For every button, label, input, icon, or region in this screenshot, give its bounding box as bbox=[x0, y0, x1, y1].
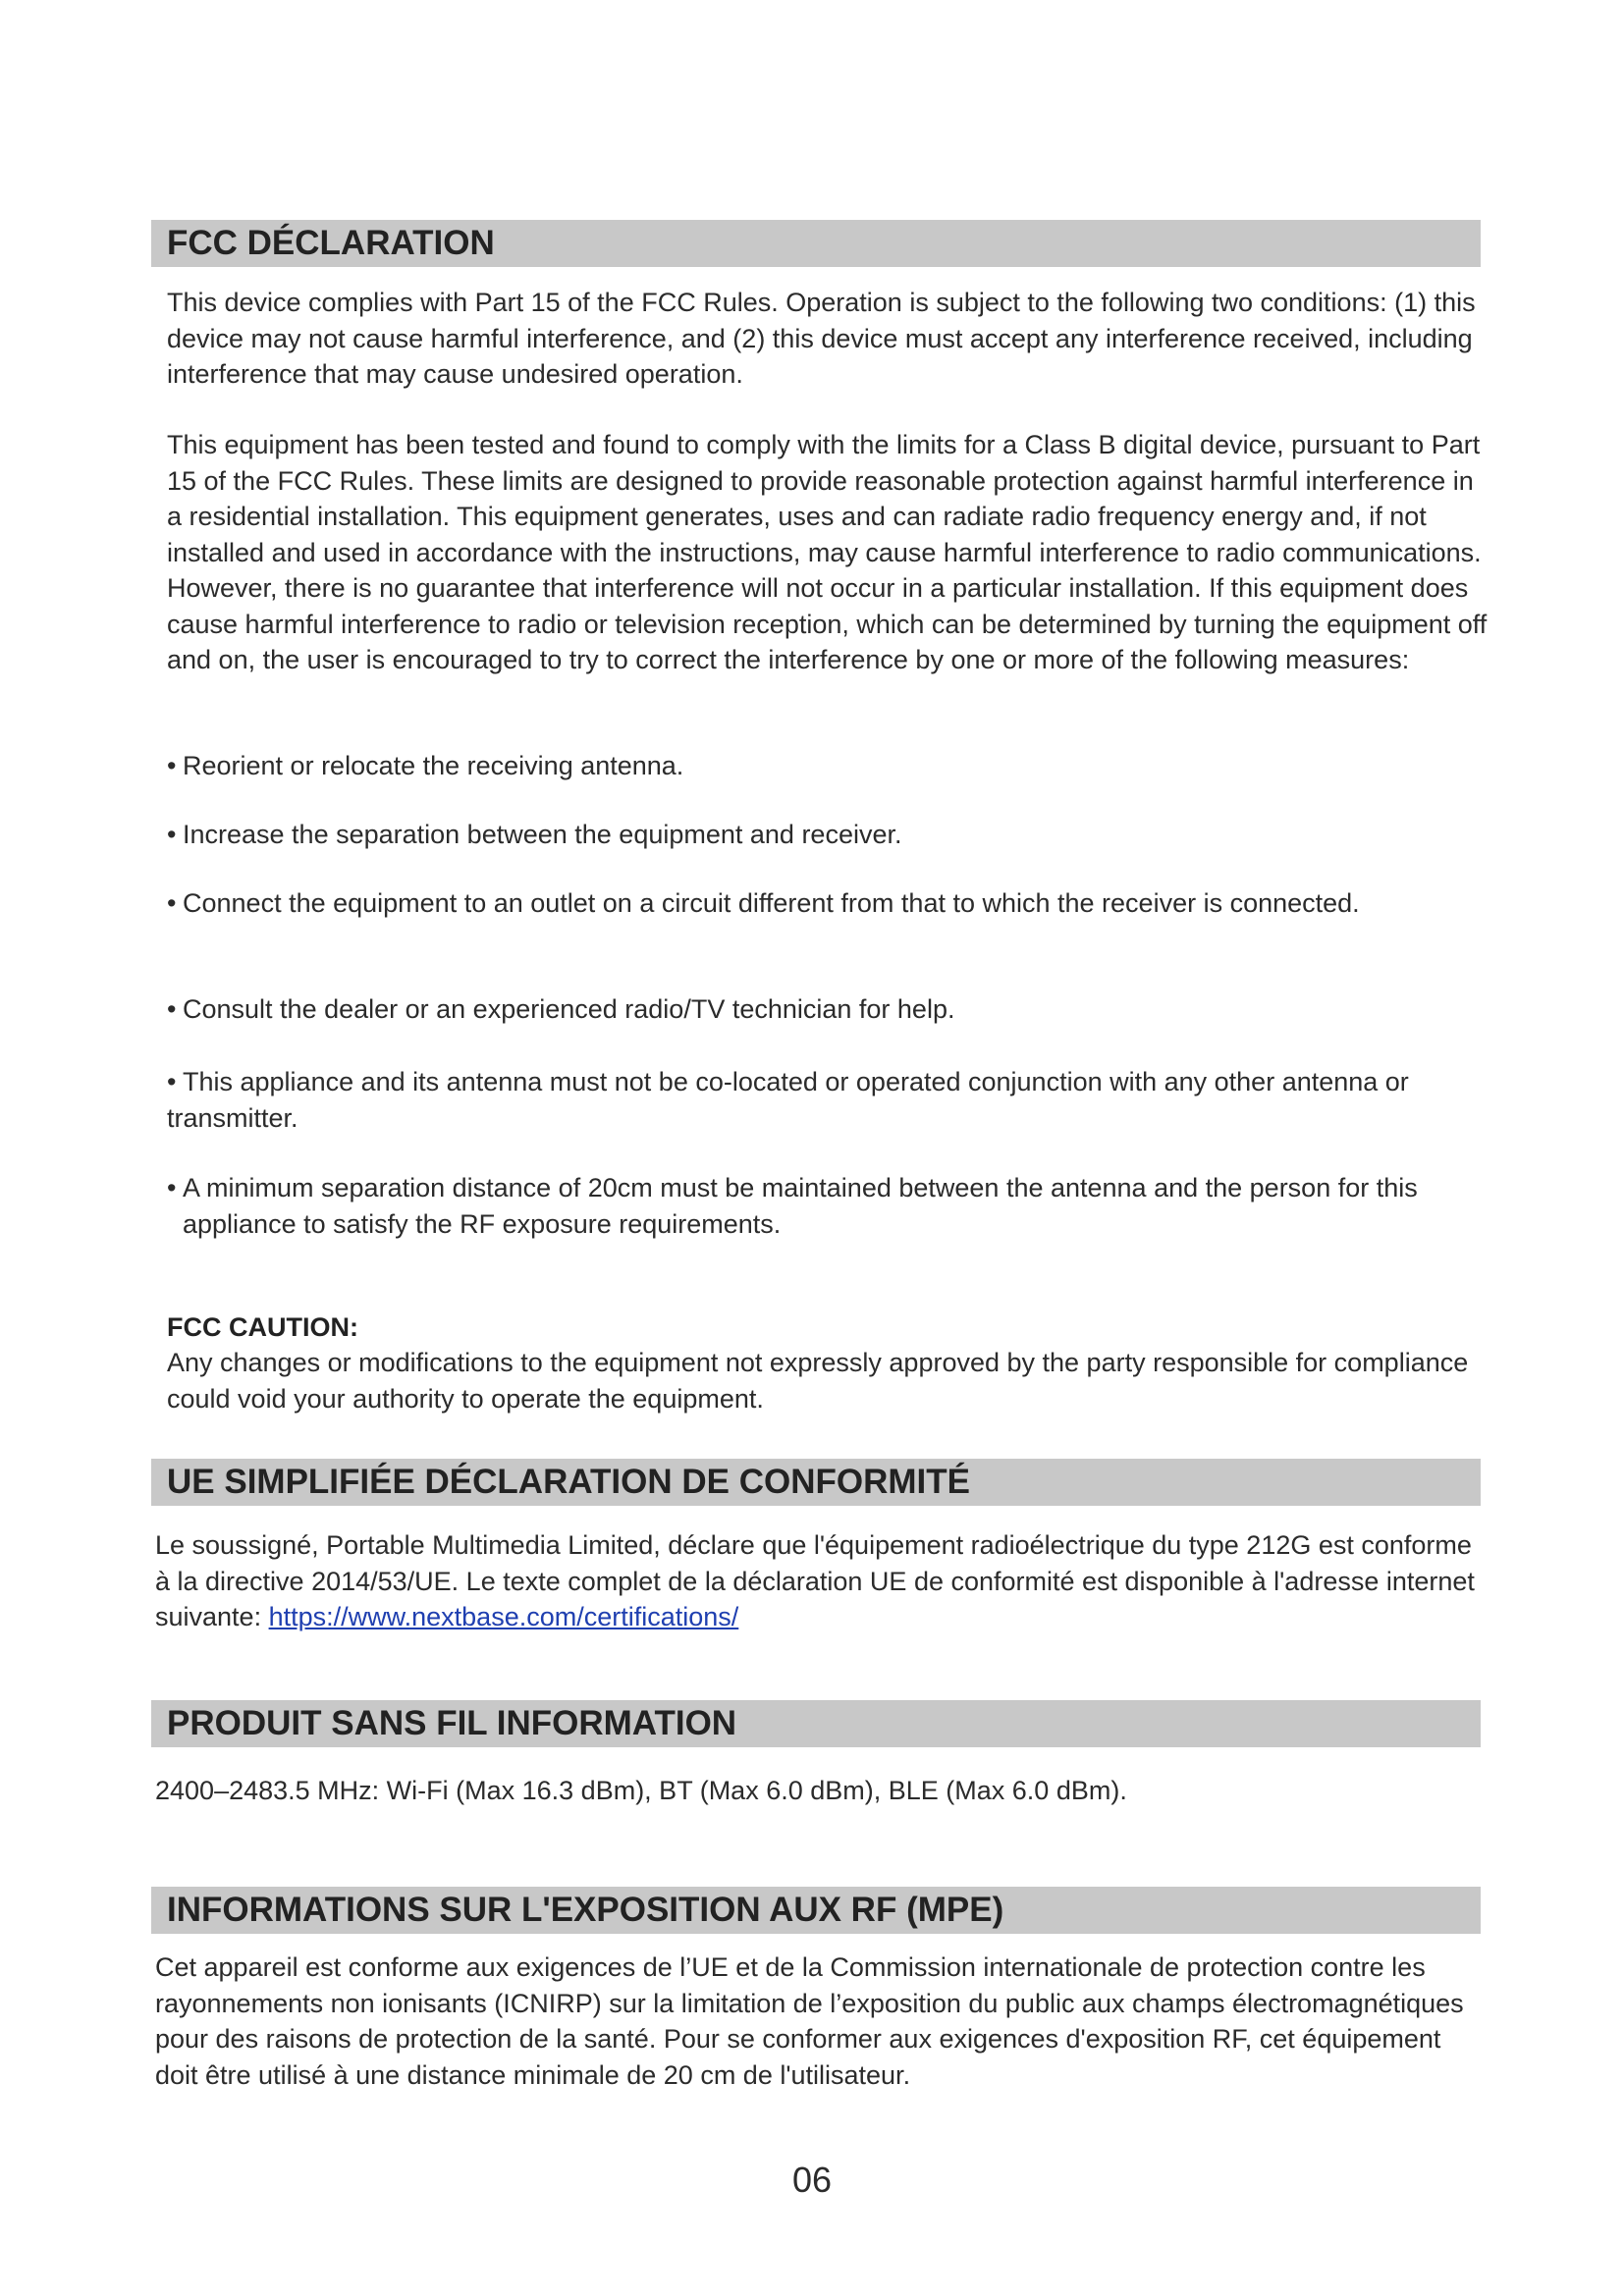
fcc-bullet-3-text: Connect the equipment to an outlet on a circuit different from that to which the receiver is connected. bbox=[183, 888, 1360, 918]
fcc-bullet-5-text: This appliance and its antenna must not be co-located or operated conjunction with any other antenna or transmitter. bbox=[167, 1067, 1409, 1133]
ue-declaration-header bbox=[151, 1459, 1481, 1506]
fcc-bullet-1-text: Reorient or relocate the receiving antenna. bbox=[183, 751, 684, 780]
wireless-info-header bbox=[151, 1700, 1481, 1747]
wireless-info-text: 2400–2483.5 MHz: Wi-Fi (Max 16.3 dBm), BT (Max 6.0 dBm), BLE (Max 6.0 dBm). bbox=[155, 1776, 1127, 1805]
rf-exposure-header bbox=[151, 1887, 1481, 1934]
bullet-marker: • bbox=[167, 888, 177, 918]
bullet-marker: • bbox=[167, 1173, 177, 1202]
fcc-bullet-4-text: Consult the dealer or an experienced radio/TV technician for help. bbox=[183, 994, 955, 1024]
bullet-marker: • bbox=[167, 751, 177, 780]
fcc-bullet-6 bbox=[167, 1170, 1488, 1242]
page-number: 06 bbox=[791, 2160, 833, 2200]
fcc-bullet-5 bbox=[167, 1064, 1488, 1136]
fcc-declaration-header bbox=[151, 220, 1481, 267]
fcc-bullet-2 bbox=[167, 817, 1488, 853]
bullet-marker: • bbox=[167, 1067, 177, 1096]
bullet-marker: • bbox=[167, 994, 177, 1024]
ue-declaration-body: Le soussigné, Portable Multimedia Limited, déclare que l'équipement radioélectrique du type 212G est conforme à la directive 2014/53/UE. Le texte complet de la déclaration UE de conformité est disponible à l'adresse internet suivante: bbox=[155, 1530, 1475, 1631]
ue-declaration-title: UE SIMPLIFIÉE DÉCLARATION DE CONFORMITÉ bbox=[167, 1463, 970, 1501]
fcc-bullet-1 bbox=[167, 748, 1488, 784]
fcc-caution-title: FCC CAUTION: bbox=[167, 1312, 358, 1342]
fcc-caution-text: Any changes or modifications to the equipment not expressly approved by the party responsible for compliance could void your authority to operate the equipment. bbox=[167, 1348, 1469, 1414]
certifications-link[interactable]: https://www.nextbase.com/certifications/ bbox=[268, 1602, 739, 1631]
fcc-bullet-4 bbox=[167, 991, 1488, 1028]
rf-exposure-title: INFORMATIONS SUR L'EXPOSITION AUX RF (MPE) bbox=[167, 1891, 1004, 1929]
rf-exposure-text: Cet appareil est conforme aux exigences de l’UE et de la Commission internationale de protection contre les rayonnements non ionisants (ICNIRP) sur la limitation de l’exposition du public aux champs électromagnétiques pour des raisons de protection de la santé. Pour se conformer aux exigences d'exposition RF, cet équipement doit être utilisé à une distance minimale de 20 cm de l'utilisateur. bbox=[155, 1952, 1464, 2090]
fcc-paragraph-1: This device complies with Part 15 of the FCC Rules. Operation is subject to the following two conditions: (1) this device may not cause harmful interference, and (2) this device must accept any interference received, including interference that may cause undesired operation. bbox=[167, 288, 1476, 389]
fcc-paragraph-2: This equipment has been tested and found to comply with the limits for a Class B digital device, pursuant to Part 15 of the FCC Rules. These limits are designed to provide reasonable protection against harmful interference in a residential installation. This equipment generates, uses and can radiate radio frequency energy and, if not installed and used in accordance with the instructions, may cause harmful interference to radio communications. However, there is no guarantee that interference will not occur in a particular installation. If this equipment does cause harmful interference to radio or television reception, which can be determined by turning the equipment off and on, the user is encouraged to try to correct the interference by one or more of the following measures: bbox=[167, 430, 1488, 674]
wireless-info-title: PRODUIT SANS FIL INFORMATION bbox=[167, 1704, 737, 1742]
ue-declaration-text bbox=[155, 1527, 1490, 1635]
fcc-bullet-6-text: A minimum separation distance of 20cm must be maintained between the antenna and the person for this appliance to satisfy the RF exposure requirements. bbox=[183, 1173, 1418, 1239]
fcc-bullet-3 bbox=[167, 885, 1488, 922]
bullet-marker: • bbox=[167, 820, 177, 849]
fcc-bullet-2-text: Increase the separation between the equipment and receiver. bbox=[183, 820, 902, 849]
fcc-declaration-title: FCC DÉCLARATION bbox=[167, 224, 495, 262]
